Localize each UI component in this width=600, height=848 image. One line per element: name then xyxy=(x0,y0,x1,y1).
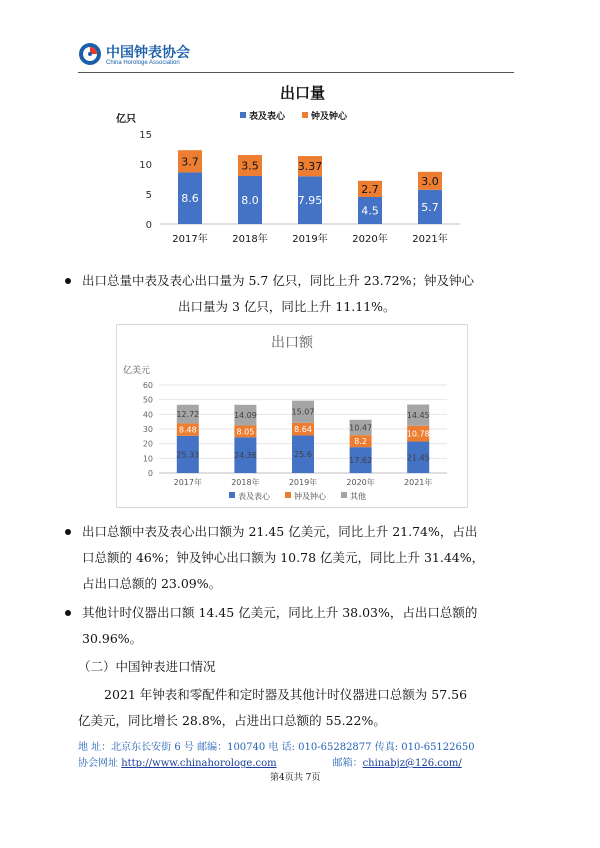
para2-line2: 口总额的 46%；钟及钟心出口额为 10.78 亿美元，同比上升 31.44%， xyxy=(82,550,485,565)
footer-contact xyxy=(78,754,462,769)
data-label: 15.07 xyxy=(291,407,315,417)
legend-label: 钟及钟心 xyxy=(311,112,348,122)
legend-label: 表及表心 xyxy=(238,492,270,501)
legend-label: 其他 xyxy=(350,492,366,501)
legend-swatch xyxy=(240,112,246,118)
x-tick-label: 2020年 xyxy=(346,478,375,487)
footer-address: 地 址：北京东长安街 6 号 邮编：100740 电 话: 010-65282877 传真: 010-65122650 xyxy=(78,742,475,753)
footer-email-label: 邮箱： xyxy=(332,758,363,769)
header-divider xyxy=(78,72,514,73)
header xyxy=(78,40,518,76)
chart2-frame xyxy=(116,324,468,508)
data-label: 14.09 xyxy=(233,411,257,421)
y-tick-label: 30 xyxy=(142,425,153,434)
para2-line3: 占出口总额的 23.09%。 xyxy=(82,576,222,591)
data-label: 5.7 xyxy=(421,200,439,214)
legend-label: 钟及钟心 xyxy=(294,492,326,501)
data-label: 3.7 xyxy=(181,155,199,169)
data-label: 24.36 xyxy=(233,451,257,461)
y-tick-label: 0 xyxy=(145,220,152,231)
x-tick-label: 2019年 xyxy=(288,478,318,487)
data-label: 21.45 xyxy=(406,453,430,463)
y-axis-unit: 亿美元 xyxy=(123,366,151,376)
data-label: 8.2 xyxy=(354,437,367,447)
data-label: 17.62 xyxy=(349,456,373,466)
legend-swatch xyxy=(285,492,291,498)
x-tick-label: 2017年 xyxy=(172,234,208,245)
page-number: 第4页共 7页 xyxy=(270,773,321,783)
org-name: 中国钟表协会 xyxy=(106,45,190,61)
para1-line2: 出口量为 3 亿只，同比上升 11.11%。 xyxy=(178,299,396,314)
x-tick-label: 2018年 xyxy=(231,478,260,487)
data-label: 8.05 xyxy=(236,427,255,437)
y-tick-label: 0 xyxy=(147,469,153,478)
data-label: 3.0 xyxy=(421,174,439,188)
bullet xyxy=(65,610,71,616)
legend-swatch xyxy=(302,112,308,118)
x-tick-label: 2018年 xyxy=(232,234,268,245)
y-tick-label: 15 xyxy=(139,130,152,141)
org-logo-icon xyxy=(78,42,102,66)
section-line2: 亿美元，同比增长 28.8%，占进出口总额的 55.22%。 xyxy=(78,713,386,728)
footer-site-link[interactable]: http://www.chinahorologe.com xyxy=(121,758,277,769)
x-tick-label: 2020年 xyxy=(352,234,388,245)
para1-line1: 出口总量中表及表心出口量为 5.7 亿只，同比上升 23.72%；钟及钟心 xyxy=(82,273,474,288)
chart1-export-volume xyxy=(100,104,480,254)
chart1-title: 出口量 xyxy=(280,84,326,102)
data-label: 12.72 xyxy=(176,410,200,420)
y-tick-label: 20 xyxy=(142,439,153,449)
footer-email-link[interactable]: chinabjz@126.com/ xyxy=(362,758,462,769)
data-label: 8.6 xyxy=(181,192,199,206)
data-label: 7.95 xyxy=(297,194,323,208)
data-label: 10.78 xyxy=(406,429,430,439)
data-label: 4.5 xyxy=(361,204,379,218)
data-label: 14.45 xyxy=(406,411,430,421)
bullet xyxy=(65,278,71,284)
x-tick-label: 2021年 xyxy=(404,478,433,487)
para3-line2: 30.96%。 xyxy=(82,631,143,646)
x-tick-label: 2019年 xyxy=(292,234,328,245)
x-tick-label: 2021年 xyxy=(412,234,448,245)
data-label: 3.5 xyxy=(241,159,259,173)
y-tick-label: 60 xyxy=(142,381,153,390)
para3-line1: 其他计时仪器出口额 14.45 亿美元，同比上升 38.03%，占出口总额的 xyxy=(82,605,478,620)
chart2-export-value xyxy=(117,325,467,507)
legend-swatch xyxy=(229,492,235,498)
data-label: 25.33 xyxy=(176,450,200,460)
legend-swatch xyxy=(341,492,347,498)
y-tick-label: 5 xyxy=(145,190,152,201)
footer-site-label: 协会网址 xyxy=(78,758,122,769)
legend-label: 表及表心 xyxy=(249,112,286,122)
data-label: 8.64 xyxy=(294,425,312,435)
data-label: 25.6 xyxy=(294,450,312,460)
org-name-en: China Horologe Association xyxy=(106,60,180,66)
y-tick-label: 40 xyxy=(142,410,153,420)
x-tick-label: 2017年 xyxy=(173,478,202,487)
bullet xyxy=(65,529,71,535)
y-axis-unit: 亿只 xyxy=(116,114,136,125)
data-label: 10.47 xyxy=(349,423,373,433)
data-label: 2.7 xyxy=(361,182,379,196)
section-line1: 2021 年钟表和零配件和定时器及其他计时仪器进口总额为 57.56 xyxy=(104,687,468,702)
data-label: 3.37 xyxy=(297,160,323,174)
para2-line1: 出口总额中表及表心出口额为 21.45 亿美元，同比上升 21.74%，占出 xyxy=(82,524,478,539)
y-tick-label: 50 xyxy=(142,395,153,405)
y-tick-label: 10 xyxy=(142,454,153,464)
y-tick-label: 10 xyxy=(139,160,152,171)
data-label: 8.0 xyxy=(241,194,259,207)
data-label: 8.48 xyxy=(178,425,197,435)
section-heading: （二）中国钟表进口情况 xyxy=(78,659,216,674)
chart2-title: 出口额 xyxy=(271,335,313,351)
